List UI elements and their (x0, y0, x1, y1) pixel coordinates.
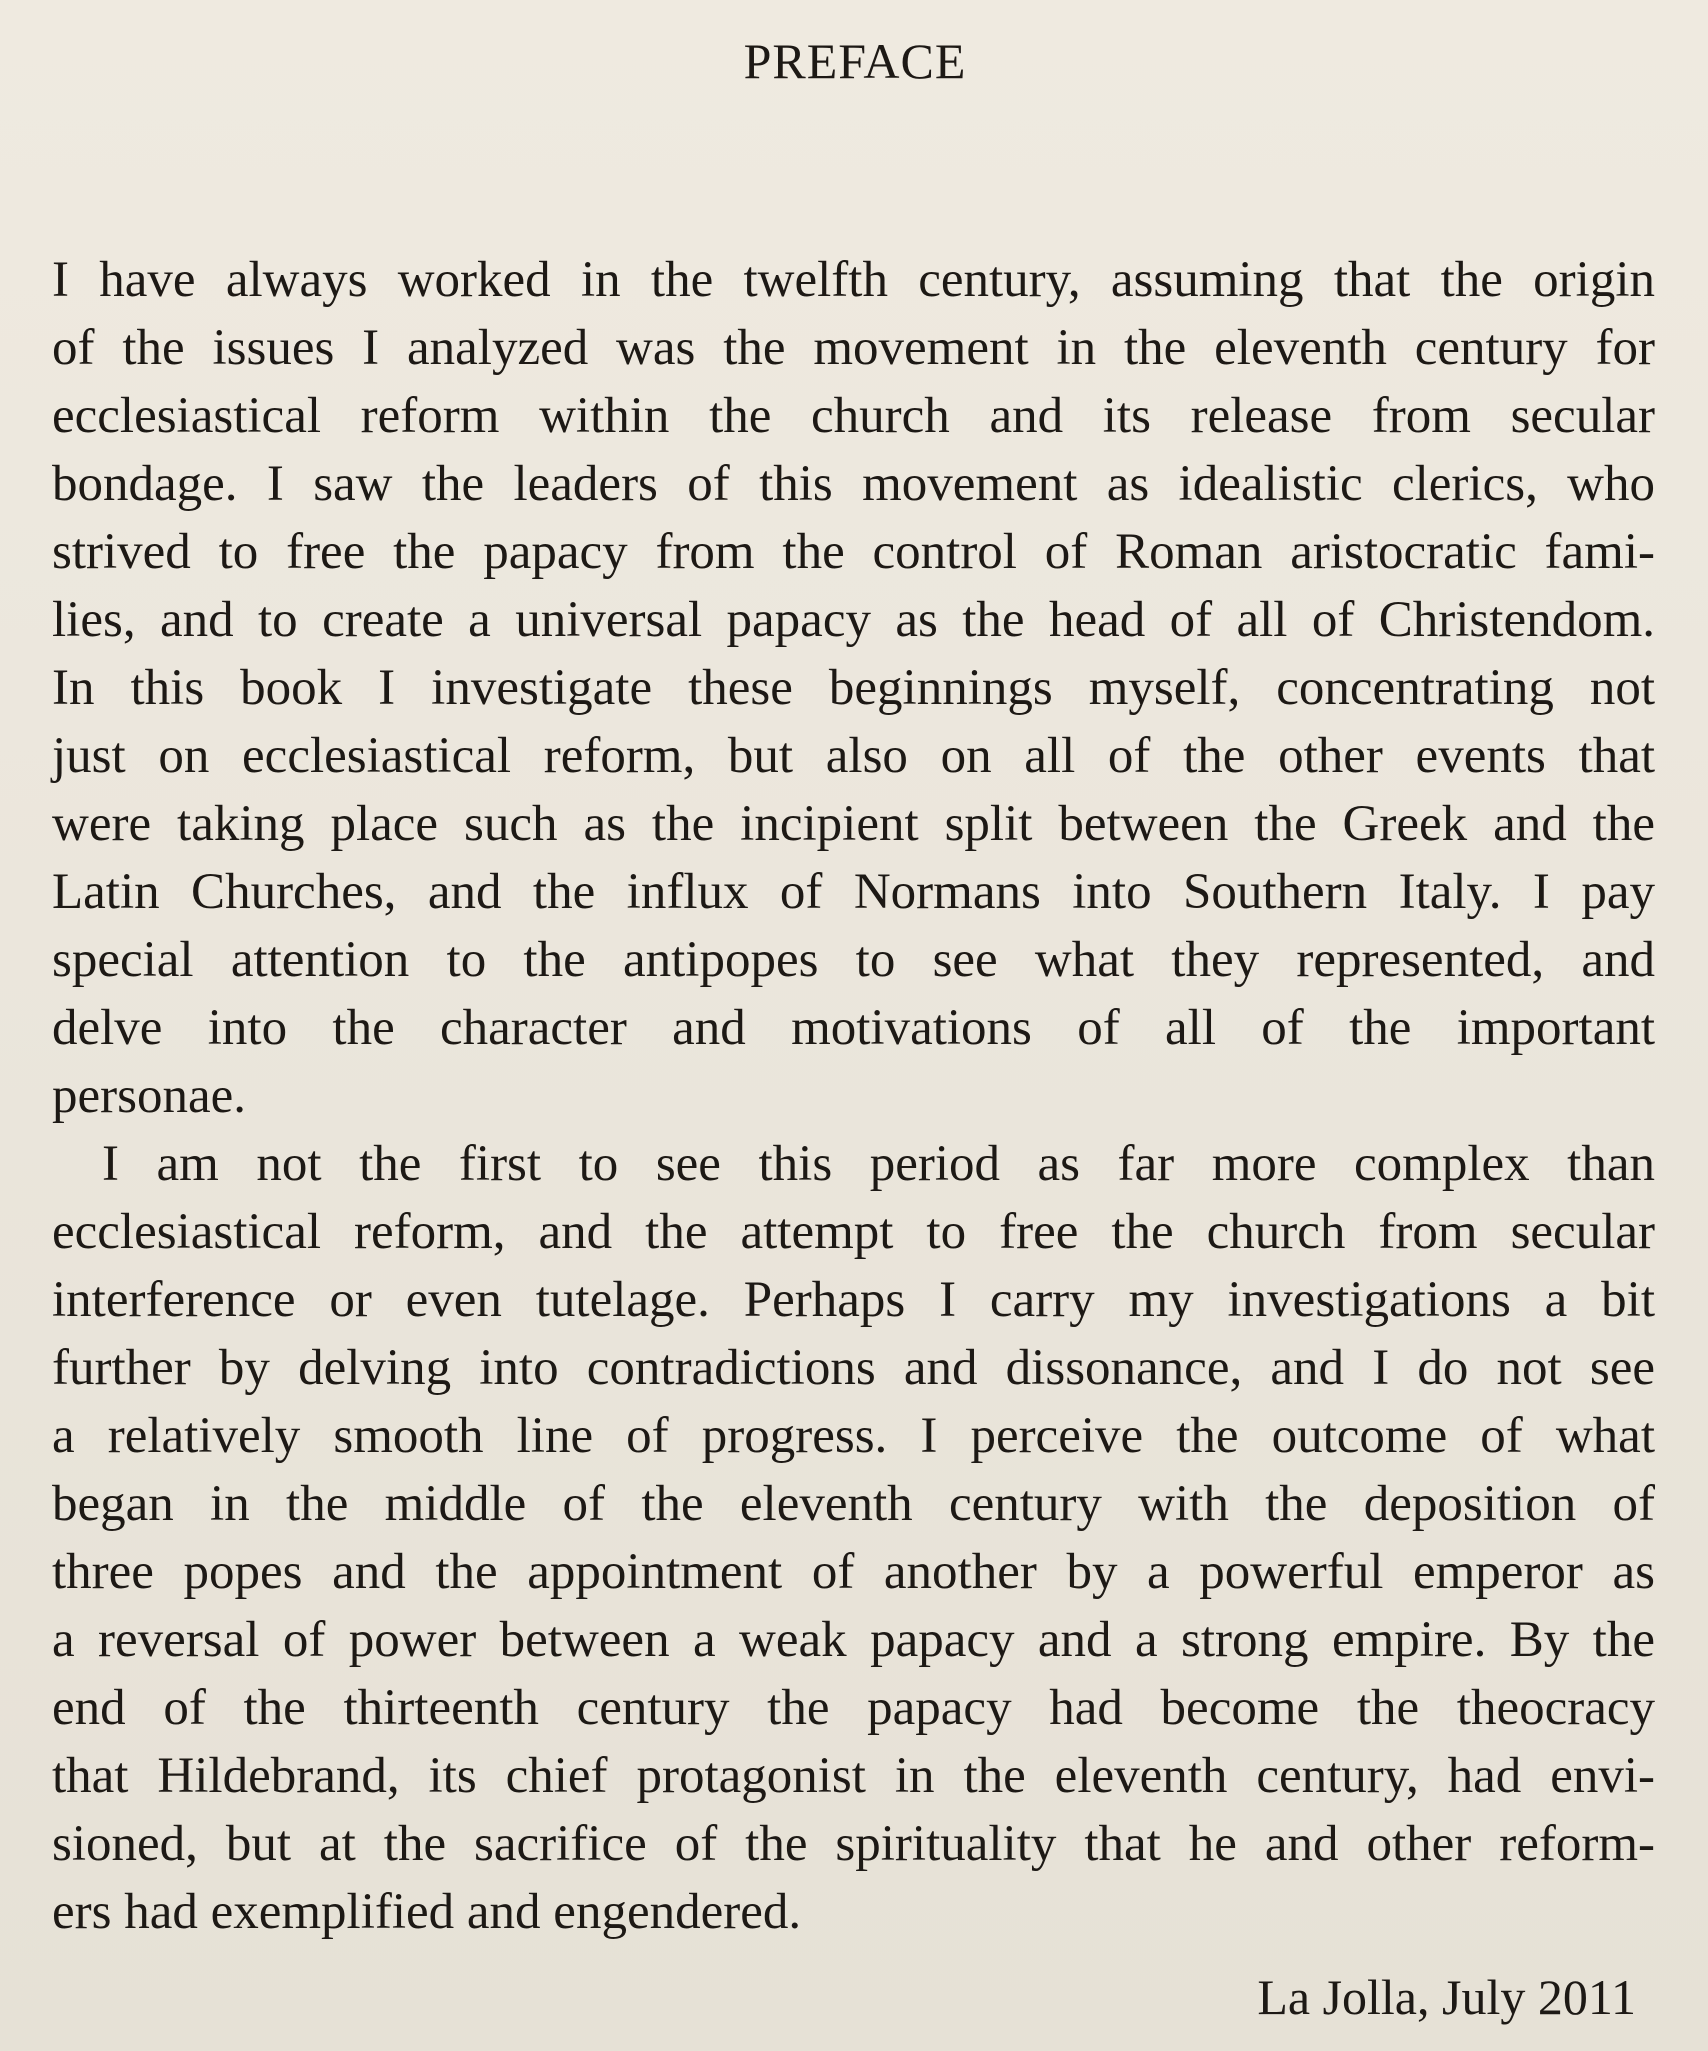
text-line: end of the thirteenth century the papacy had become the theocracy (52, 1680, 1655, 1736)
text-line: ecclesiastical reform within the church and its release from secular (52, 388, 1655, 444)
text-line: three popes and the appointment of another by a powerful emperor as (52, 1544, 1655, 1600)
text-line: ers had exemplified and engendered. (52, 1884, 802, 1940)
text-line: delve into the character and motivations of all of the important (52, 1000, 1655, 1056)
text-line: I have always worked in the twelfth century, assuming that the origin (52, 252, 1655, 308)
text-line: ecclesiastical reform, and the attempt to free the church from secular (52, 1204, 1655, 1260)
paragraph-2 (52, 1130, 1655, 1946)
text-line: of the issues I analyzed was the movement in the eleventh century for (52, 320, 1655, 376)
text-line: sioned, but at the sacrifice of the spirituality that he and other reform- (52, 1816, 1655, 1872)
text-line: that Hildebrand, its chief protagonist in the eleventh century, had envi- (52, 1748, 1655, 1804)
text-line: I am not the first to see this period as far more complex than (102, 1136, 1655, 1192)
text-line: began in the middle of the eleventh century with the deposition of (52, 1476, 1655, 1532)
paragraph-1 (52, 246, 1655, 1130)
text-line: In this book I investigate these beginnings myself, concentrating not (52, 660, 1655, 716)
text-line: Latin Churches, and the influx of Normans into Southern Italy. I pay (52, 864, 1655, 920)
text-line: strived to free the papacy from the control of Roman aristocratic fami- (52, 524, 1655, 580)
preface-body (52, 246, 1655, 1946)
text-line: lies, and to create a universal papacy as the head of all of Christendom. (52, 592, 1655, 648)
text-line: a relatively smooth line of progress. I perceive the outcome of what (52, 1408, 1655, 1464)
text-line: were taking place such as the incipient split between the Greek and the (52, 796, 1655, 852)
text-line: personae. (52, 1068, 246, 1124)
signature-place-date: La Jolla, July 2011 (1257, 1969, 1636, 2025)
page-title: PREFACE (743, 33, 967, 89)
text-line: interference or even tutelage. Perhaps I carry my investigations a bit (52, 1272, 1655, 1328)
text-line: just on ecclesiastical reform, but also on all of the other events that (52, 728, 1655, 784)
text-line: bondage. I saw the leaders of this movement as idealistic clerics, who (52, 456, 1655, 512)
text-line: a reversal of power between a weak papacy and a strong empire. By the (52, 1612, 1655, 1668)
text-line: further by delving into contradictions and dissonance, and I do not see (52, 1340, 1655, 1396)
text-line: special attention to the antipopes to see what they represented, and (52, 932, 1655, 988)
